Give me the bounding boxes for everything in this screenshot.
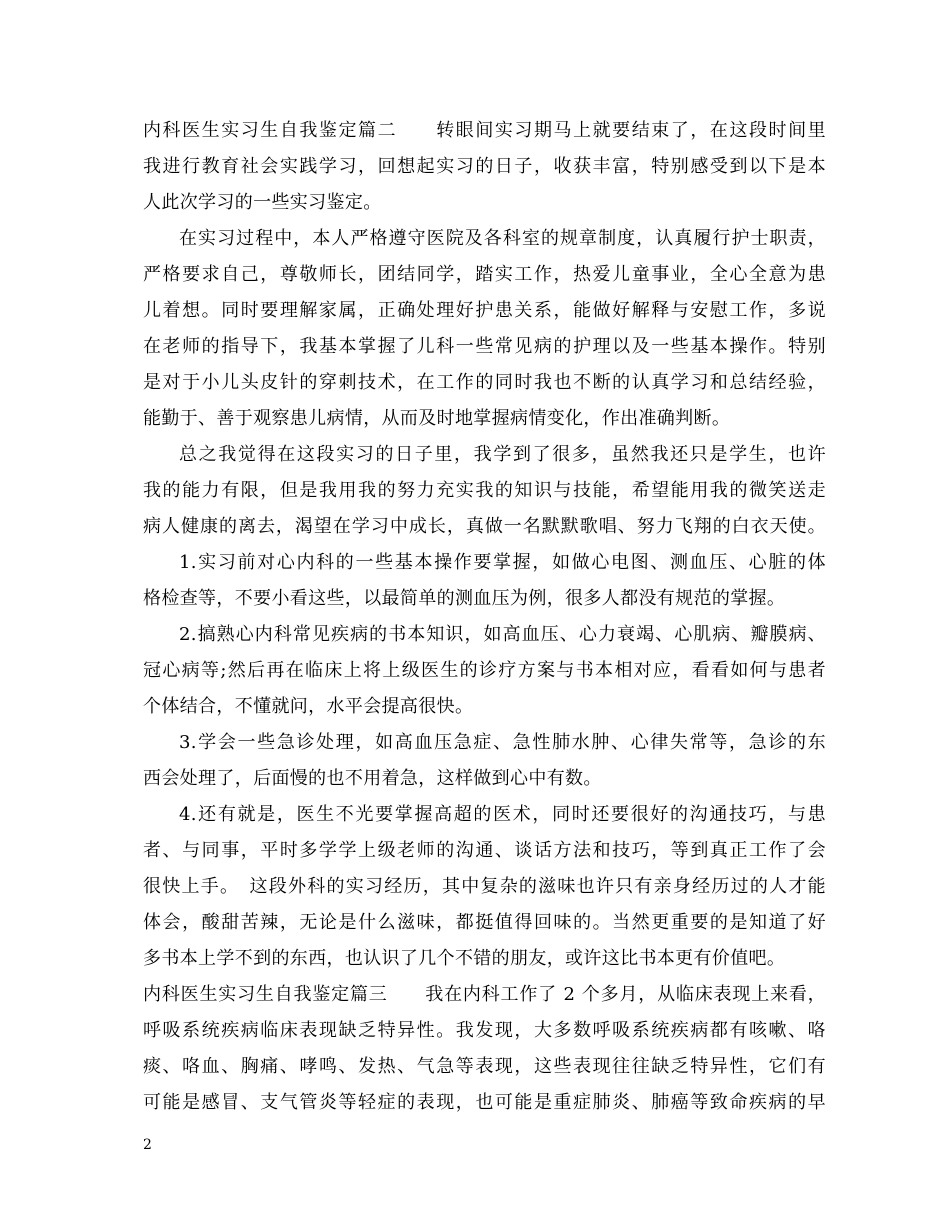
paragraph-first-line: 总之我觉得在这段实习的日子里，我学到了很多，虽然我还只是学生，也许 [179,444,826,465]
text-line: 可能是感冒、支气管炎等轻症的表现，也可能是重症肺炎、肺癌等致命疾病的早 [143,1092,826,1113]
text-line: 冠心病等;然后再在临床上将上级医生的诊疗方案与书本相对应，看看如何与患者 [143,660,826,681]
section-heading-line: 内科医生实习生自我鉴定篇三 我在内科工作了 2 个多月，从临床表现上来看， [143,984,826,1005]
text-line: 西会处理了，后面慢的也不用着急，这样做到心中有数。 [143,768,602,789]
text-line: 我的能力有限，但是我用我的努力充实我的知识与技能，希望能用我的微笑送走 [143,480,826,501]
text-line: 在老师的指导下，我基本掌握了儿科一些常见病的护理以及一些基本操作。特别 [143,336,826,357]
text-line: 人此次学习的一些实习鉴定。 [143,192,382,213]
text-line: 体会，酸甜苦辣，无论是什么滋味，都挺值得回味的。当然更重要的是知道了好 [143,912,826,933]
text-line: 能勤于、善于观察患儿病情，从而及时地掌握病情变化，作出准确判断。 [143,408,731,429]
paragraph-first-line: 在实习过程中，本人严格遵守医院及各科室的规章制度，认真履行护士职责， [179,228,826,249]
text-line: 多书本上学不到的东西，也认识了几个不错的朋友，或许这比书本更有价值吧。 [143,948,786,969]
paragraph-first-line: 2.搞熟心内科常见疾病的书本知识，如高血压、心力衰竭、心肌病、瓣膜病、 [179,624,826,645]
text-line: 病人健康的离去，渴望在学习中成长，真做一名默默歌唱、努力飞翔的白衣天使。 [143,516,826,537]
text-line: 严格要求自己，尊敬师长，团结同学，踏实工作，热爱儿童事业，全心全意为患 [143,264,826,285]
text-line: 格检查等，不要小看这些，以最简单的测血压为例，很多人都没有规范的掌握。 [143,588,786,609]
text-line: 者、与同事，平时多学学上级老师的沟通、谈话方法和技巧，等到真正工作了会 [143,840,826,861]
document-body [143,113,826,1121]
text-line: 儿着想。同时要理解家属，正确处理好护患关系，能做好解释与安慰工作，多说 [143,300,826,321]
text-line: 是对于小儿头皮针的穿刺技术，在工作的同时我也不断的认真学习和总结经验， [143,372,826,393]
page-number: 2 [143,1137,152,1153]
text-line: 痰、咯血、胸痛、哮鸣、发热、气急等表现，这些表现往往缺乏特异性，它们有 [143,1056,826,1077]
paragraph-first-line: 1.实习前对心内科的一些基本操作要掌握，如做心电图、测血压、心脏的体 [179,552,826,573]
text-line: 个体结合，不懂就问，水平会提高很快。 [143,696,474,717]
paragraph-first-line: 3.学会一些急诊处理，如高血压急症、急性肺水肿、心律失常等，急诊的东 [179,732,826,753]
text-line: 内科医生实习生自我鉴定篇二 转眼间实习期马上就要结束了，在这段时间里 [143,120,826,141]
paragraph-first-line: 4.还有就是，医生不光要掌握高超的医术，同时还要很好的沟通技巧，与患 [179,804,826,825]
text-line: 我进行教育社会实践学习，回想起实习的日子，收获丰富，特别感受到以下是本 [143,156,826,177]
text-line: 很快上手。 这段外科的实习经历，其中复杂的滋味也许只有亲身经历过的人才能 [143,876,826,897]
text-line: 呼吸系统疾病临床表现缺乏特异性。我发现，大多数呼吸系统疾病都有咳嗽、咯 [143,1020,826,1041]
